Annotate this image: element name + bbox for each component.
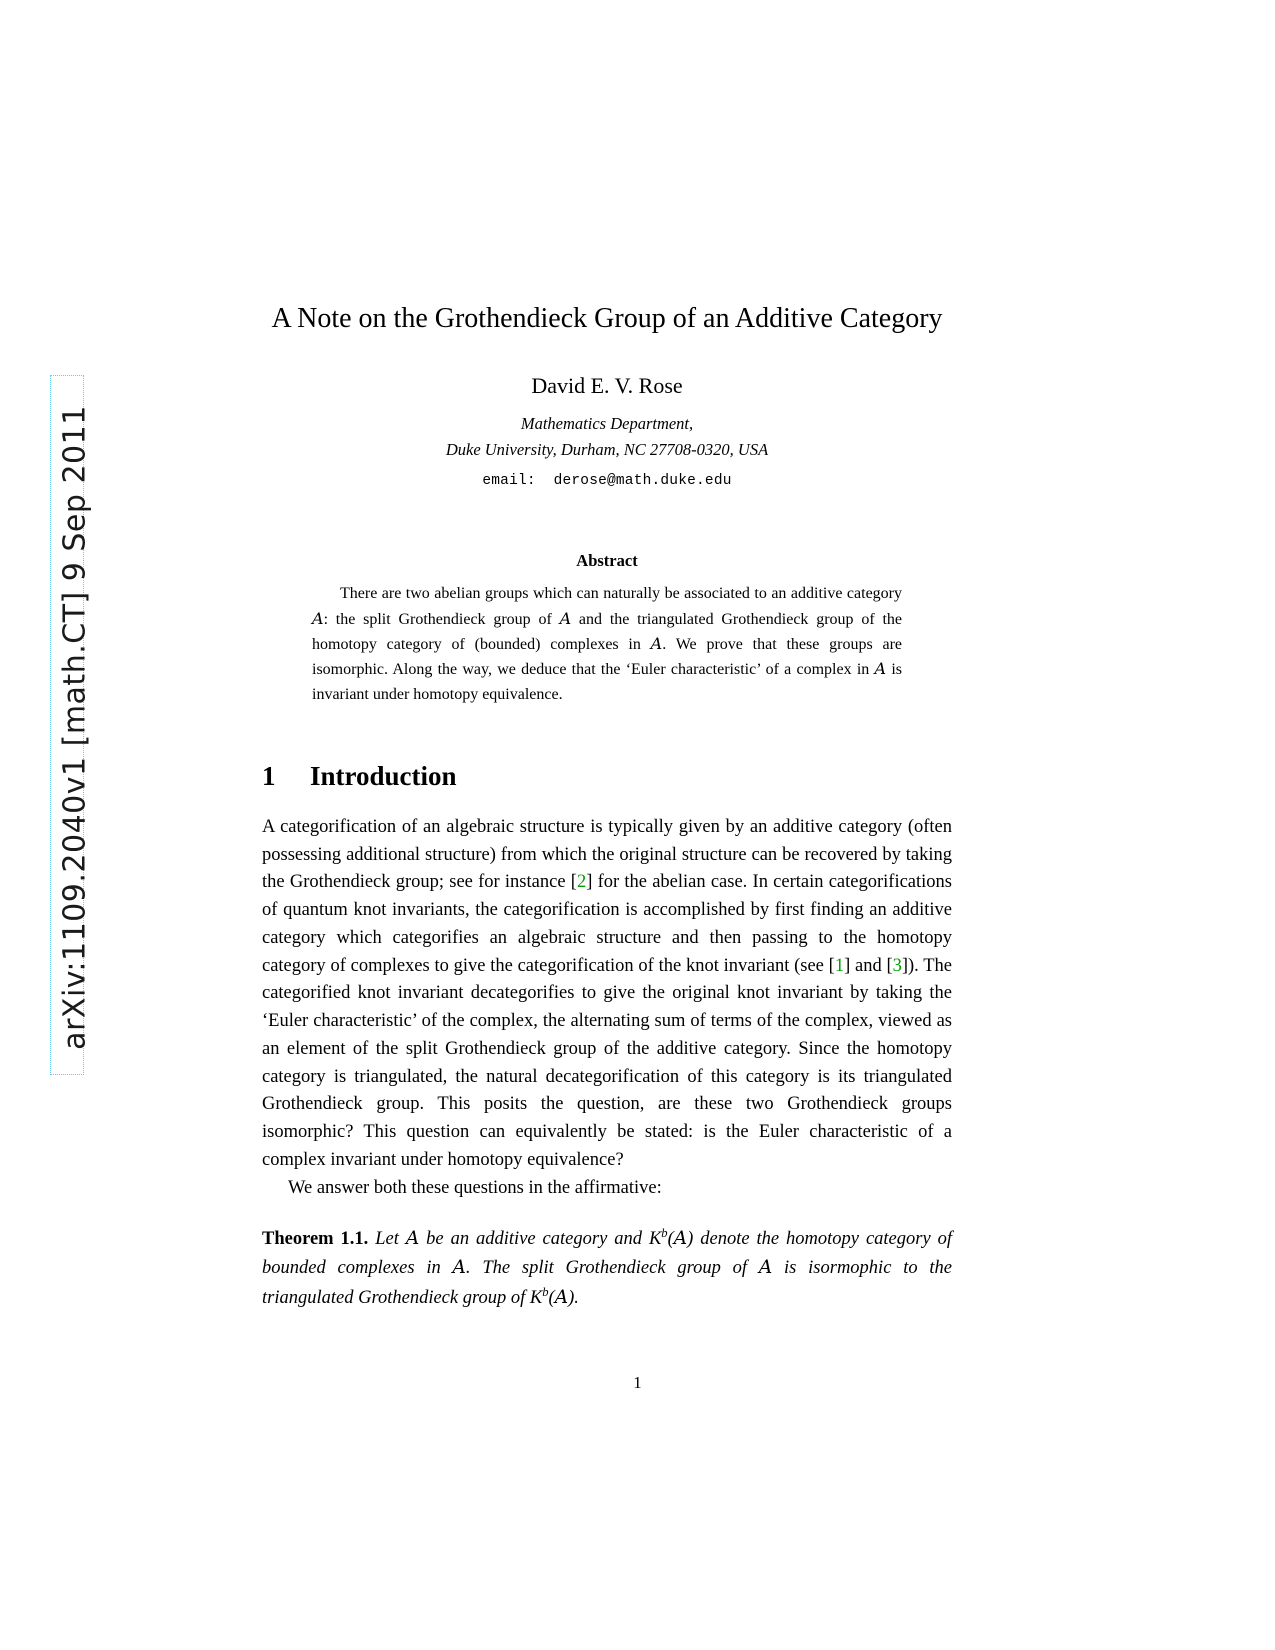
page-number: 1 bbox=[633, 1373, 642, 1392]
page-title: A Note on the Grothendieck Group of an Additive Category bbox=[271, 303, 943, 334]
intro-paragraph-1: A categorification of an algebraic structure is typically given by an additive category (often possessing additional structure) from which the original structure can be recovered by taking the Grothendieck group; see for instance [2] for the abelian case. In certain categorifications of quantum knot invariants, the categorification is accomplished by first finding an additive category which categorifies an algebraic structure and then passing to the homotopy category of complexes to give the categorification of the knot invariant (see [1] and [3]). The categorified knot invariant decategorifies to give the original knot invariant by taking the ‘Euler characteristic’ of the complex, the alternating sum of terms of the complex, viewed as an element of the split Grothendieck group of the additive category. Since the homotopy category is triangulated, the natural decategorification of this category is its triangulated Grothendieck group. This posits the question, are these two Grothendieck groups isomorphic? This question can equivalently be stated: is the Euler characteristic of a complex invariant under homotopy equivalence? bbox=[262, 816, 953, 1170]
citation-link-3[interactable]: 3 bbox=[892, 955, 902, 976]
section-number: 1 bbox=[262, 760, 276, 791]
paper-content bbox=[262, 300, 952, 1313]
citation-link-2[interactable]: 2 bbox=[576, 872, 587, 893]
intro-paragraph-2: We answer both these questions in the affirmative: bbox=[288, 1177, 662, 1198]
abstract-heading: Abstract bbox=[576, 551, 638, 571]
citation-link-1[interactable]: 1 bbox=[834, 955, 845, 976]
affiliation-line-2: Duke University, Durham, NC 27708-0320, USA bbox=[445, 440, 769, 460]
abstract-block bbox=[312, 551, 902, 707]
theorem-1-1: Theorem 1.1. Let A be an additive category and $K^b(A)$ denote the homotopy category of bounded complexes in A. The split Grothendieck group of A is isormophic to the triangulated Grothendieck group of $K^b(A)$. bbox=[262, 1226, 953, 1309]
section-heading-introduction bbox=[262, 761, 952, 792]
email-line bbox=[262, 473, 952, 489]
email-address[interactable]: derose@math.duke.edu bbox=[553, 473, 732, 490]
theorem-label: Theorem 1.1. bbox=[262, 1229, 369, 1250]
arxiv-stamp: arXiv:1109.2040v1 [math.CT] 9 Sep 2011 bbox=[57, 405, 93, 1050]
abstract-text: There are two abelian groups which can naturally be associated to an additive category A: the split Grothendieck group of A and the triangulated Grothendieck group of the homotopy category of (bounded) complexes in A. We prove that these groups are isomorphic. Along the way, we deduce that the ‘Euler characteristic’ of a complex in A is invariant under homotopy equivalence. bbox=[312, 585, 903, 703]
author-name: David E. V. Rose bbox=[531, 372, 683, 398]
email-label: email: bbox=[482, 473, 536, 490]
section-title: Introduction bbox=[310, 760, 457, 791]
affiliation-line-1: Mathematics Department, bbox=[520, 413, 694, 433]
